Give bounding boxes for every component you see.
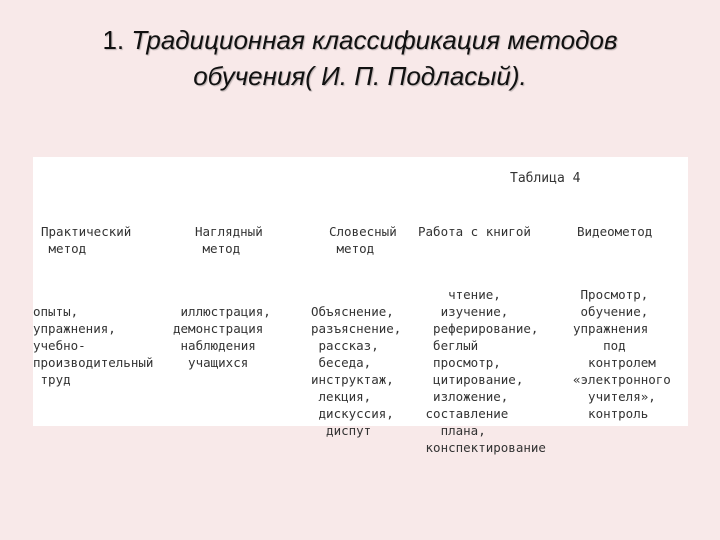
- table-column-practical: [33, 189, 163, 422]
- column-body: опыты, упражнения, учебно- производительный труд: [33, 304, 154, 387]
- column-header: Наглядный метод: [195, 224, 263, 256]
- table-column-verbal: [311, 189, 431, 473]
- slide-title-line-2: обучения( И. П. Подласый).: [193, 61, 527, 91]
- column-body: иллюстрация, демонстрация наблюдения учащихся: [173, 304, 271, 370]
- methods-table-image: [33, 157, 688, 455]
- column-body: Просмотр, обучение, упражнения под контролем «электронного учителя», контроль: [573, 287, 671, 421]
- column-header: Работа с книгой: [418, 224, 531, 239]
- column-header: Словесный метод: [329, 224, 397, 256]
- slide-title-text-1: Традиционная классификация методов: [131, 25, 618, 55]
- column-body: Объяснение, разъяснение, рассказ, беседа, инструктаж, лекция, дискуссия, диспут: [311, 304, 402, 438]
- column-header: Практический метод: [41, 224, 132, 256]
- table-column-video: [573, 189, 688, 456]
- column-body: чтение, изучение, реферирование, беглый просмотр, цитирование, изложение, составление плана, конспектирование: [425, 287, 546, 455]
- table-caption: Таблица 4: [510, 171, 581, 186]
- column-header: Видеометод: [577, 224, 653, 239]
- table-column-book-work: [418, 189, 563, 490]
- slide-title-line-1: [0, 22, 720, 58]
- slide-title-number: 1.: [102, 25, 132, 55]
- slide-title: [0, 22, 720, 94]
- table-column-visual: [173, 189, 303, 405]
